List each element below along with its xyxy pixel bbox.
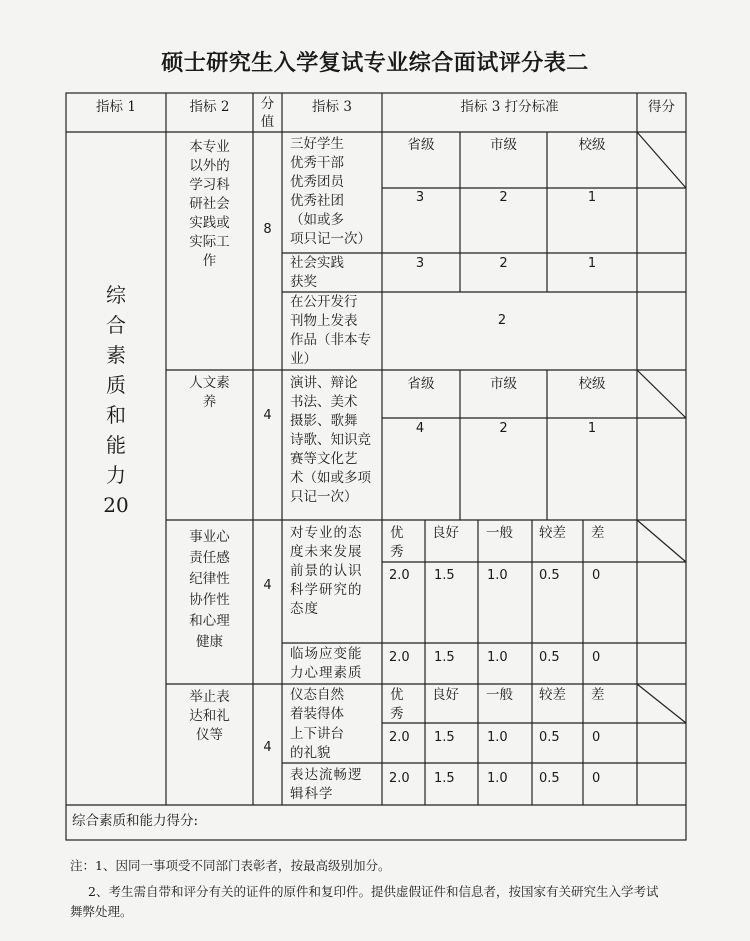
- section3-row2-value-bad: 0: [592, 650, 601, 665]
- section2-name: 人文素 养: [189, 375, 230, 410]
- section4-row3-value-average: 1.0: [487, 771, 508, 786]
- header-indicator-3: 指标 3: [312, 99, 352, 115]
- section1-row1-value-province: 3: [415, 190, 425, 205]
- header-scoring-criteria: 指标 3 打分标准: [460, 99, 559, 115]
- section2-level-province: 省级: [407, 376, 435, 392]
- section1-row3-item: 在公开发行 刊物上发表 作品（非本专 业）: [290, 294, 371, 367]
- section4-item3: 表达流畅逻 辑科学: [290, 767, 363, 802]
- section3-score: 4: [263, 578, 272, 593]
- section4-row2-value-good: 1.5: [434, 730, 455, 745]
- section1-level-province: 省级: [407, 137, 435, 153]
- section3-item2: 临场应变能 力心理素质: [290, 646, 363, 681]
- section4-row2-value-poor: 0.5: [539, 730, 560, 745]
- section4-name: 举止表 达和礼 仪等: [189, 689, 230, 743]
- section4-row3-value-excellent: 2.0: [389, 771, 410, 786]
- section3-grade-bad: 差: [591, 525, 605, 541]
- section3-row1-value-bad: 0: [592, 568, 601, 583]
- section4-row3-value-good: 1.5: [434, 771, 455, 786]
- header-indicator-1: 指标 1: [96, 99, 136, 115]
- section2-item: 演讲、辩论 书法、美术 摄影、歌舞 诗歌、知识竞 赛等文化艺 术（如或多项 只记一次）: [290, 375, 371, 505]
- section1-row2-value-province: 3: [415, 256, 425, 271]
- section3-row2-value-excellent: 2.0: [389, 650, 410, 665]
- section3-row1-value-poor: 0.5: [539, 568, 560, 583]
- section4-score: 4: [263, 740, 272, 755]
- section1-row2-value-school: 1: [587, 256, 597, 271]
- section2-value-province: 4: [415, 421, 425, 436]
- section3-grade-good: 良好: [432, 525, 459, 541]
- section2-level-city: 市级: [490, 376, 517, 392]
- section4-row3-value-bad: 0: [592, 771, 601, 786]
- section1-row2-value-city: 2: [499, 256, 508, 271]
- header-score: 得分: [648, 99, 675, 115]
- section4-item1: 仪态自然 着装得体: [290, 687, 344, 722]
- section1-level-school: 校级: [578, 137, 606, 153]
- section3-name: 事业心 责任感 纪律性 协作性 和心理 健康: [189, 529, 230, 650]
- header-score-value: 分 值: [260, 96, 275, 130]
- section1-row3-value: 2: [497, 313, 507, 328]
- section3-row1-value-good: 1.5: [434, 568, 455, 583]
- section1-score: 8: [263, 222, 272, 237]
- category-comprehensive-quality: 综 合 素 质 和 能 力 20: [103, 283, 129, 517]
- section3-grade-excellent: 优 秀: [390, 525, 404, 560]
- section3-grade-poor: 较差: [539, 525, 566, 541]
- section4-row2-value-excellent: 2.0: [389, 730, 410, 745]
- footnote-1: 注：1、因同一事项受不同部门表彰者，按最高级别加分。: [70, 858, 391, 873]
- section1-name: 本专业 以外的 学习科 研社会 实践或 实际工 作: [189, 139, 230, 269]
- section1-level-city: 市级: [490, 137, 517, 153]
- footnote-2: 2、考生需自带和评分有关的证件的原件和复印件。提供虚假证件和信息者，按国家有关研究生入学考试舞弊处理。: [70, 884, 659, 919]
- section4-grade-poor: 较差: [539, 687, 566, 703]
- section2-score: 4: [263, 408, 272, 423]
- section3-row1-value-excellent: 2.0: [389, 568, 410, 583]
- section3-row2-value-poor: 0.5: [539, 650, 560, 665]
- section2-value-city: 2: [499, 421, 508, 436]
- footnotes: [70, 856, 670, 922]
- section3-row2-value-good: 1.5: [434, 650, 455, 665]
- section4-row2-value-average: 1.0: [487, 730, 508, 745]
- section4-grade-average: 一般: [486, 687, 513, 703]
- section1-row1-value-city: 2: [499, 190, 508, 205]
- section4-row2-value-bad: 0: [592, 730, 601, 745]
- section4-grade-excellent: 优 秀: [390, 687, 404, 722]
- section2-level-school: 校级: [578, 376, 606, 392]
- section4-item2: 上下讲台 的礼貌: [290, 726, 344, 761]
- section4-row3-value-poor: 0.5: [539, 771, 560, 786]
- section2-value-school: 1: [587, 421, 597, 436]
- section3-row2-value-average: 1.0: [487, 650, 508, 665]
- section3-item1: 对专业的态 度未来发展 前景的认识 科学研究的 态度: [290, 525, 363, 617]
- total-score-label: 综合素质和能力得分:: [72, 813, 199, 829]
- section4-grade-good: 良好: [432, 687, 459, 703]
- section4-grade-bad: 差: [591, 687, 605, 703]
- section3-grade-average: 一般: [486, 525, 513, 541]
- section3-row1-value-average: 1.0: [487, 568, 508, 583]
- page-title: 硕士研究生入学复试专业综合面试评分表二: [161, 51, 589, 76]
- section1-row1-item: 三好学生 优秀干部 优秀团员 优秀社团 （如或多 项只记一次）: [290, 136, 371, 247]
- header-indicator-2: 指标 2: [189, 99, 230, 115]
- section1-row1-value-school: 1: [587, 190, 597, 205]
- section1-row2-item: 社会实践 获奖: [290, 255, 344, 290]
